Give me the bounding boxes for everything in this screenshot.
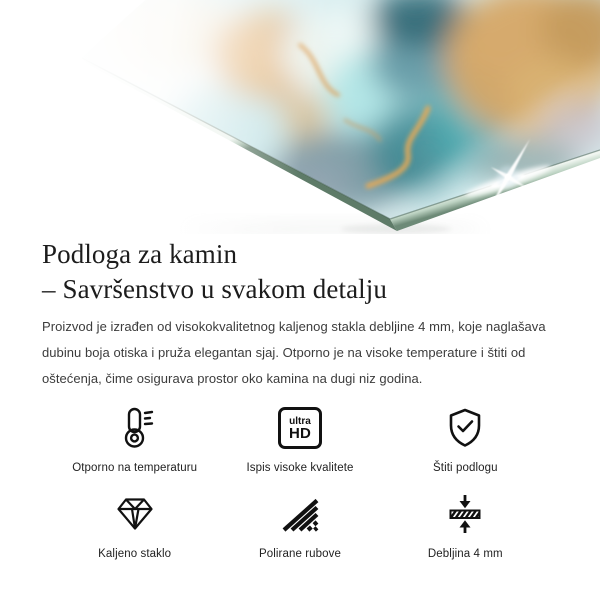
polished-edges-icon <box>280 490 320 538</box>
feature-protects-floor <box>383 404 548 474</box>
feature-label: Štiti podlogu <box>433 462 498 474</box>
feature-label: Debljina 4 mm <box>427 548 503 560</box>
diamond-icon <box>115 490 155 538</box>
feature-label: Otporno na temperaturu <box>72 462 198 474</box>
features-grid <box>52 404 548 560</box>
product-image <box>0 0 600 234</box>
feature-thickness <box>383 490 548 560</box>
product-text-block <box>0 234 600 560</box>
feature-label: Ispis visoke kvalitete <box>246 462 354 474</box>
ultra-hd-icon-text-bottom: HD <box>288 424 312 442</box>
ultra-hd-icon <box>278 404 322 452</box>
page-title <box>42 234 558 306</box>
title-line-2: – Savršenstvo u svakom detalju <box>42 273 387 304</box>
glass-panel-artwork <box>0 0 600 234</box>
shield-check-icon <box>445 404 485 452</box>
feature-polished-edges <box>217 490 382 560</box>
title-line-1: Podloga za kamin <box>42 239 238 269</box>
feature-label: Polirane rubove <box>258 548 342 560</box>
feature-print-quality <box>217 404 382 474</box>
thickness-icon <box>445 490 485 538</box>
product-description: Proizvod je izrađen od visokokvalitetnog kaljenog stakla debljine 4 mm, koje naglašava dubinu boja otiska i pruža elegantan sjaj. Otporno je na visoke temperature i štiti od oštećenja, čime osigurava prostor oko kamina na dugi niz godina. <box>42 319 546 386</box>
feature-heat-resistant <box>52 404 217 474</box>
feature-tempered-glass <box>52 490 217 560</box>
feature-label: Kaljeno staklo <box>98 548 172 560</box>
ultra-hd-icon-text-top: ultra <box>289 415 311 427</box>
thermometer-icon <box>113 404 157 452</box>
